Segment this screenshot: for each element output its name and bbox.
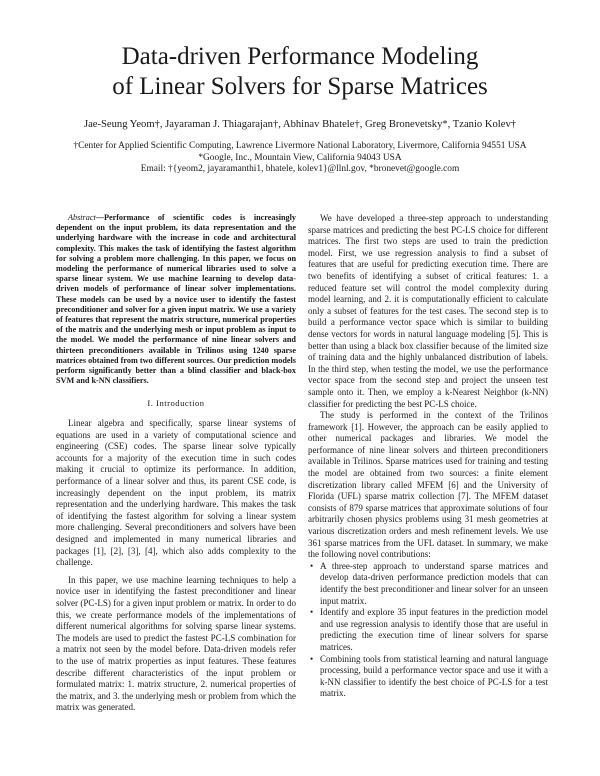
author-list: Jae-Seung Yeom†, Jayaraman J. Thiagarajan†, Abhinav Bhatele†, Greg Bronevetsky*, Tzanio Kolev† [83,119,517,130]
title-line-1: Data-driven Performance Modeling [121,43,479,70]
affiliation-llnl: †Center for Applied Scientific Computing, Lawrence Livermore National Laboratory, Livermore, California 94551 USA [73,141,527,151]
title-line-2: of Linear Solvers for Sparse Matrices [112,73,488,100]
contribution-item: • A three-step approach to understand sparse matrices and develop data-driven performance prediction models that can identify the best preconditioner and linear solver for an unseen input matrix. [320,561,548,607]
section-heading-introduction: I. Introduction [147,398,205,409]
left-column [56,213,296,714]
contribution-item: • Identify and explore 35 input features in the prediction model and use regression analysis to identify those that are useful in predicting the execution time of linear solvers for sparse matrices. [320,607,548,653]
abstract-text: —Performance of scientific codes is increasingly dependent on the input problem, its data representation and the underlying hardware with the increase in code and architectural complexity. This makes the task of identifying the fastest algorithm for solving a problem more challenging. In this paper, we focus on modeling the performance of numerical libraries used to solve a sparse linear system. We use machine learning to develop data-driven models of performance of linear solver implementations. These models can be used by a novice user to identify the fastest preconditioner and solver for a given input matrix. We use a variety of features that represent the matrix structure, numerical properties of the matrix and the underlying mesh or input problem as input to the model. We model the performance of nine linear solvers and thirteen preconditioners available in Trilinos using 1240 sparse matrices obtained from two different sources. Our prediction models perform significantly better than a blind classifier and black-box SVM and k-NN classifiers. [56,213,296,386]
right-column [308,213,548,700]
study-paragraph: The study is performed in the context of the Trilinos framework [1]. However, the approach can be easily applied to other numerical packages and libraries. We model the performance of nine linear solvers and thirteen preconditioners available in Trilinos. Sparse matrices used for training and testing the model are obtained from two sources: a finite element discretization library called MFEM [6] and the University of Florida (UFL) sparse matrix collection [7]. The MFEM dataset consists of 879 sparse matrices that approximate solutions of four arbitrarily chosen physics problems using 31 mesh geometries at various discretization orders and mesh refinement levels. We use 361 sparse matrices from the UFL dataset. In summary, we make the following novel contributions: [308,410,548,560]
intro-paragraph-1: Linear algebra and specifically, sparse linear systems of equations are used in a variety of computational science and engineering (CSE) codes. The sparse linear solve typically accounts for a majority of the execution time in such codes making it crucial to optimize its performance. In addition, performance of a linear solver and thus, its parent CSE code, is increasingly dependent on the input problem, its matrix representation and the underlying hardware. This makes the task of identifying the fastest algorithm for solving a linear system more challenging. Several preconditioners and solvers have been designed and implemented in many numerical libraries and packages [1], [2], [3], [4], which also adds complexity to the challenge. [56,418,296,568]
paper-title [40,42,560,102]
intro-paragraph-2: In this paper, we use machine learning techniques to help a novice user in identifying the fastest preconditioner and linear solver (PC-LS) for a given input problem or matrix. In order to do this, we create performance models of the implementations of different numerical algorithms for solving sparse linear systems. The models are used to predict the fastest PC-LS combination for a matrix not seen by the model before. Data-driven models refer to the use of matrix properties as input features. These features describe different characteristics of the input problem or formulated matrix: 1. matrix structure, 2. numerical properties of the matrix, and 3. the underlying mesh or problem from which the matrix was generated. [56,574,296,713]
contribution-item: • Combining tools from statistical learning and natural language processing, build a performance vector space and use it with a k-NN classifier to identify the best choice of PC-LS for a test matrix. [320,654,548,700]
affiliations [20,141,580,176]
abstract-label: Abstract [68,213,96,222]
abstract [56,213,296,386]
contributions-list [308,561,548,700]
approach-paragraph: We have developed a three-step approach to understanding sparse matrices and predicting the best PC-LS choice for different matrices. The first two steps are used to train the prediction model. First, we use regression analysis to find a subset of features that are useful for predicting execution time. There are two benefits of identifying a subset of critical features: 1. a reduced feature set will control the model complexity during model learning, and 2. it is computationally efficient to calculate only a subset of features for the test cases. The second step is to build a performance vector space which is similar to building dense vectors for words in natural language modeling [5]. This is better than using a black box classifier because of the limited size of training data and the highly unbalanced distribution of labels. In the third step, when testing the model, we use the performance vector space from the second step and project the unseen test sample onto it. Then, we employ a k-Nearest Neighbor (k-NN) classifier for predicting the best PC-LS choice. [308,213,548,409]
author-emails: Email: †{yeom2, jayaramanthi1, bhatele, kolev1}@llnl.gov, *bronevet@google.com [140,164,460,174]
affiliation-google: *Google, Inc., Mountain View, California 94043 USA [198,152,402,163]
